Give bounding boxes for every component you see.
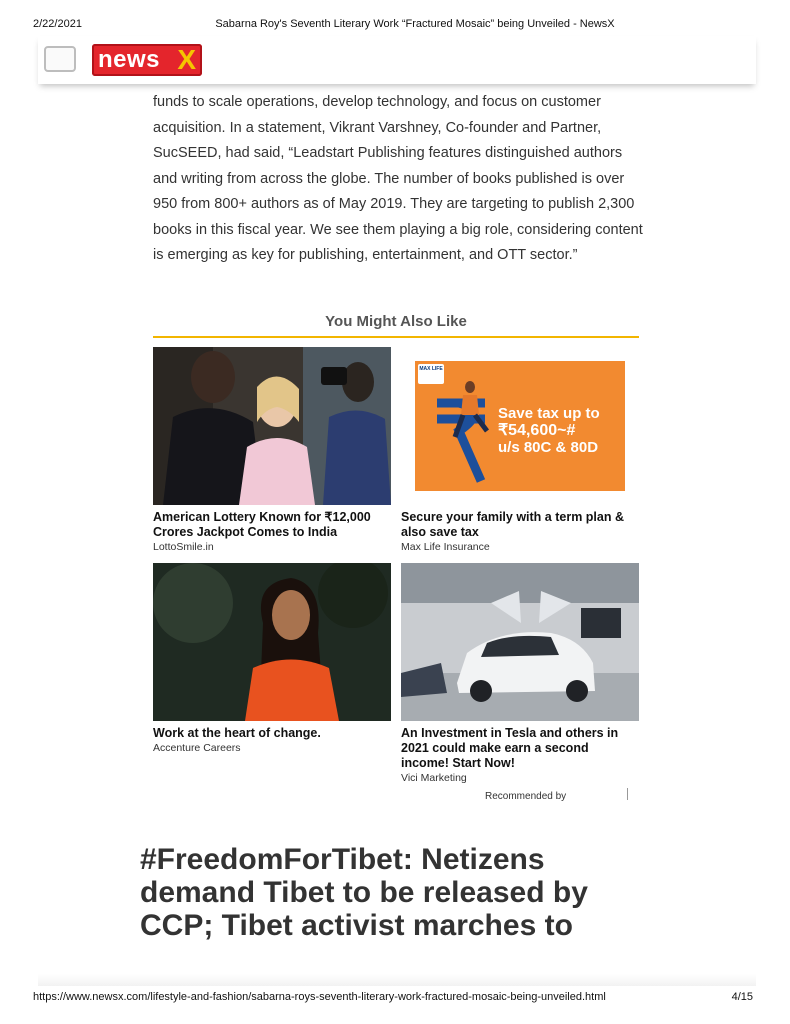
card-source: Accenture Careers: [153, 742, 241, 754]
card-source: Vici Marketing: [401, 772, 467, 784]
newsx-logo[interactable]: [92, 44, 202, 76]
print-header: [0, 0, 790, 34]
lottery-photo[interactable]: [153, 347, 391, 505]
logo-word: news: [98, 46, 161, 73]
promo-banner: [415, 361, 625, 491]
next-article-headline[interactable]: #FreedomForTibet: Netizens demand Tibet to be released by CCP; Tibet activist marches to: [140, 843, 588, 942]
accenture-photo[interactable]: [153, 563, 391, 721]
site-header: [38, 36, 756, 84]
card-source: LottoSmile.in: [153, 541, 214, 553]
recommendation-card[interactable]: [401, 563, 639, 784]
article-body: [153, 90, 643, 269]
print-page-number: 4/15: [731, 991, 753, 1003]
card-headline[interactable]: American Lottery Known for ₹12,000 Crores Jackpot Comes to India: [153, 510, 371, 539]
recommendation-card[interactable]: [153, 563, 391, 754]
menu-button[interactable]: [44, 46, 76, 72]
card-headline[interactable]: Secure your family with a term plan & also save tax: [401, 510, 624, 539]
divider: [627, 788, 628, 800]
logo-x: X: [177, 44, 196, 75]
max-life-logo: MAX LIFE: [418, 364, 444, 384]
card-headline[interactable]: Work at the heart of change.: [153, 726, 321, 740]
max-life-ad-image[interactable]: [401, 347, 639, 505]
print-page-title: Sabarna Roy's Seventh Literary Work “Fractured Mosaic” being Unveiled - NewsX: [215, 18, 615, 30]
recommended-by-label[interactable]: Recommended by: [485, 791, 567, 802]
recommendation-card[interactable]: [401, 347, 639, 553]
print-url: https://www.newsx.com/lifestyle-and-fashion/sabarna-roys-seventh-literary-work-fractured-mosaic-being-unveiled.html: [33, 991, 606, 1003]
section-title: You Might Also Like: [153, 313, 639, 338]
recommendation-card[interactable]: [153, 347, 391, 553]
promo-text: Save tax up to ₹54,600~# u/s 80C & 80D: [498, 405, 600, 456]
footer-shadow: [38, 974, 756, 986]
you-might-also-like: [153, 313, 639, 338]
article-paragraph: funds to scale operations, develop technology, and focus on customer acquisition. In a statement, Vikrant Varshney, Co-founder and Partner, SucSEED, had said, “Leadstart Publishing features distinguished authors and writing from across the globe. The number of books published is over 950 from 800+ authors as of May 2019. They are targeting to publish 2,300 books in this fiscal year. We see them playing a big role, considering content is emerging as key for publishing, entertainment, and OTT sector.”: [153, 94, 643, 263]
tesla-photo[interactable]: [401, 563, 639, 721]
card-headline[interactable]: An Investment in Tesla and others in 2021 could make earn a second income! Start Now!: [401, 726, 619, 770]
card-source: Max Life Insurance: [401, 541, 490, 553]
print-date: 2/22/2021: [33, 18, 82, 30]
